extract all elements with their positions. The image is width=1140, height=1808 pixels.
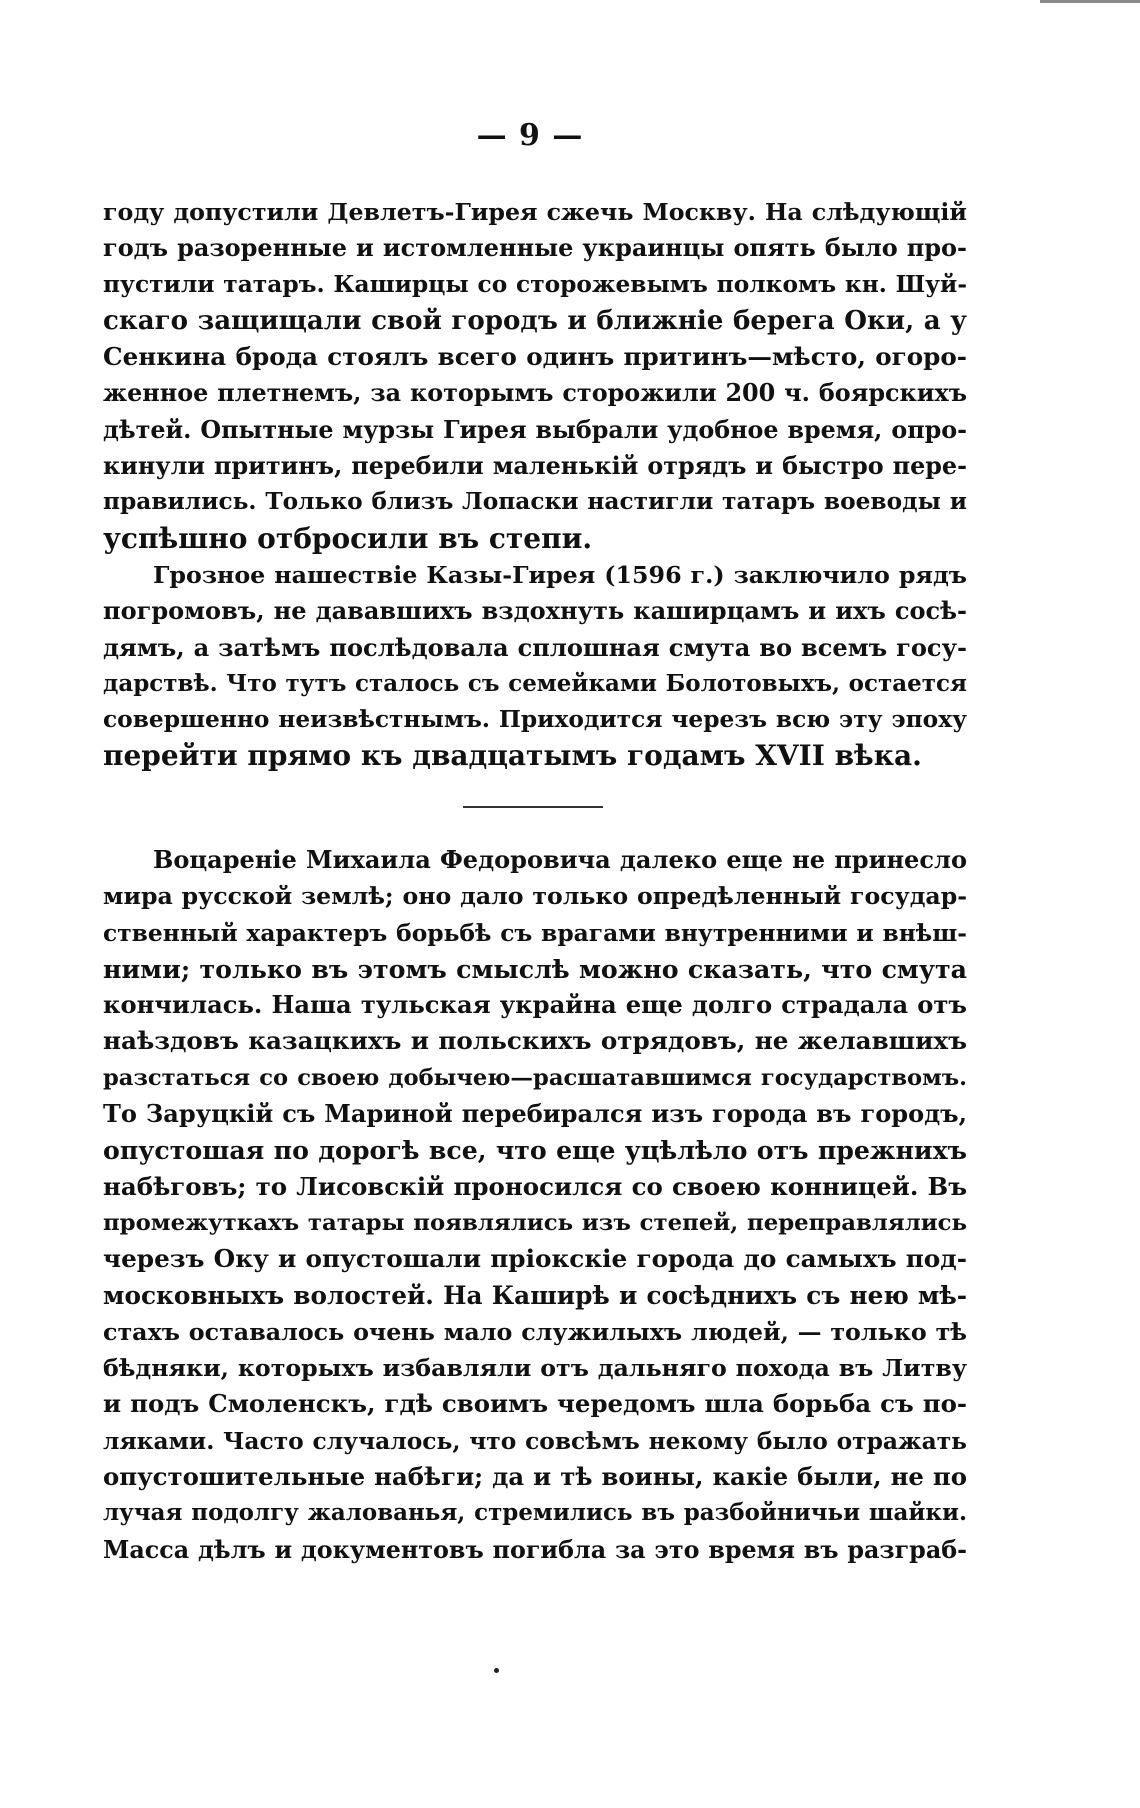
text-line: и подъ Смоленскъ, гдѣ своимъ чередомъ шла борьба съ по- bbox=[103, 1389, 967, 1419]
text-line: кончилась. Наша тульская украйна еще долго страдала отъ bbox=[103, 990, 967, 1020]
text-line: опустошительные набѣги; да и тѣ воины, какіе были, не по bbox=[103, 1462, 967, 1492]
section-divider bbox=[463, 806, 603, 808]
text-line: стахъ оставалось очень мало служилыхъ людей, — только тѣ bbox=[103, 1317, 967, 1346]
paragraph-end-line: перейти прямо къ двадцатымъ годамъ XVII вѣка. bbox=[103, 739, 922, 773]
text-line: То Заруцкій съ Мариной перебирался изъ города въ городъ, bbox=[103, 1099, 967, 1129]
text-line: годъ разоренные и истомленные украинцы опять было про- bbox=[103, 233, 967, 263]
top-edge-rule bbox=[1040, 0, 1140, 3]
page-number: — 9 — bbox=[476, 118, 584, 153]
paragraph-end-line: успѣшно отбросили въ степи. bbox=[103, 521, 593, 555]
text-line: правились. Только близъ Лопаски настигли татаръ воеводы и bbox=[103, 488, 967, 516]
text-line: дарствѣ. Что тутъ сталось съ семейками Болотовыхъ, остается bbox=[103, 669, 967, 697]
paragraph-first-line: Воцареніе Михаила Федоровича далеко еще не принесло bbox=[153, 845, 967, 874]
text-line: Сенкина брода стоялъ всего одинъ притинъ—мѣсто, огоро- bbox=[103, 342, 967, 372]
section-1-text bbox=[103, 194, 967, 775]
text-line: году допустили Девлетъ-Гирея сжечь Москву. На слѣдующій bbox=[103, 198, 967, 226]
text-line: бѣдняки, которыхъ избавляли отъ дальняго похода въ Литву bbox=[103, 1354, 967, 1383]
text-line: наѣздовъ казацкихъ и польскихъ отрядовъ, не желавшихъ bbox=[103, 1026, 967, 1056]
text-line: пустили татаръ. Каширцы со сторожевымъ полкомъ кн. Шуй- bbox=[103, 270, 967, 298]
text-line: ственный характеръ борьбѣ съ врагами внутренними и внѣш- bbox=[103, 918, 967, 947]
text-line: ними; только въ этомъ смыслѣ можно сказать, что смута bbox=[103, 953, 967, 984]
section-2-text bbox=[103, 842, 967, 1568]
text-line: женное плетнемъ, за которымъ сторожили 200 ч. боярскихъ bbox=[103, 379, 967, 408]
text-line: набѣговъ; то Лисовскій проносился со своею конницей. Въ bbox=[103, 1171, 967, 1201]
text-line: совершенно неизвѣстнымъ. Приходится черезъ всю эту эпоху bbox=[103, 706, 967, 734]
print-speck bbox=[494, 1668, 499, 1673]
text-line: черезъ Оку и опустошали пріокскіе города до самыхъ под- bbox=[103, 1244, 967, 1274]
text-line: ляками. Часто случалось, что совсѣмъ некому было отражать bbox=[103, 1426, 967, 1455]
text-line: московныхъ волостей. На Каширѣ и сосѣднихъ съ нею мѣ- bbox=[103, 1280, 967, 1310]
text-line: лучая подолгу жалованья, стремились въ разбойничьи шайки. bbox=[103, 1499, 967, 1527]
text-line: дѣтей. Опытные мурзы Гирея выбрали удобное время, опро- bbox=[103, 415, 967, 444]
text-line: Масса дѣлъ и документовъ погибла за это время въ разграб- bbox=[103, 1535, 967, 1564]
text-line: промежуткахъ татары появлялись изъ степей, переправлялись bbox=[103, 1209, 967, 1236]
text-line: дямъ, а затѣмъ послѣдовала сплошная смута во всемъ госу- bbox=[103, 632, 967, 662]
text-line: погромовъ, не дававшихъ вздохнуть каширцамъ и ихъ сосѣ- bbox=[103, 596, 967, 626]
text-line: мира русской землѣ; оно дало только опредѣленный государ- bbox=[103, 882, 967, 911]
text-line: кинули притинъ, перебили маленькій отрядъ и быстро пере- bbox=[103, 452, 967, 481]
text-line: разстаться со своею добычею—расшатавшимся государствомъ. bbox=[103, 1064, 967, 1091]
text-line: скаго защищали свой городъ и ближніе берега Оки, а у bbox=[103, 305, 967, 336]
paragraph-first-line: Грозное нашествіе Казы-Гирея (1596 г.) заключило рядъ bbox=[153, 560, 967, 589]
text-line: опустошая по дорогѣ все, что еще уцѣлѣло отъ прежнихъ bbox=[103, 1135, 967, 1166]
